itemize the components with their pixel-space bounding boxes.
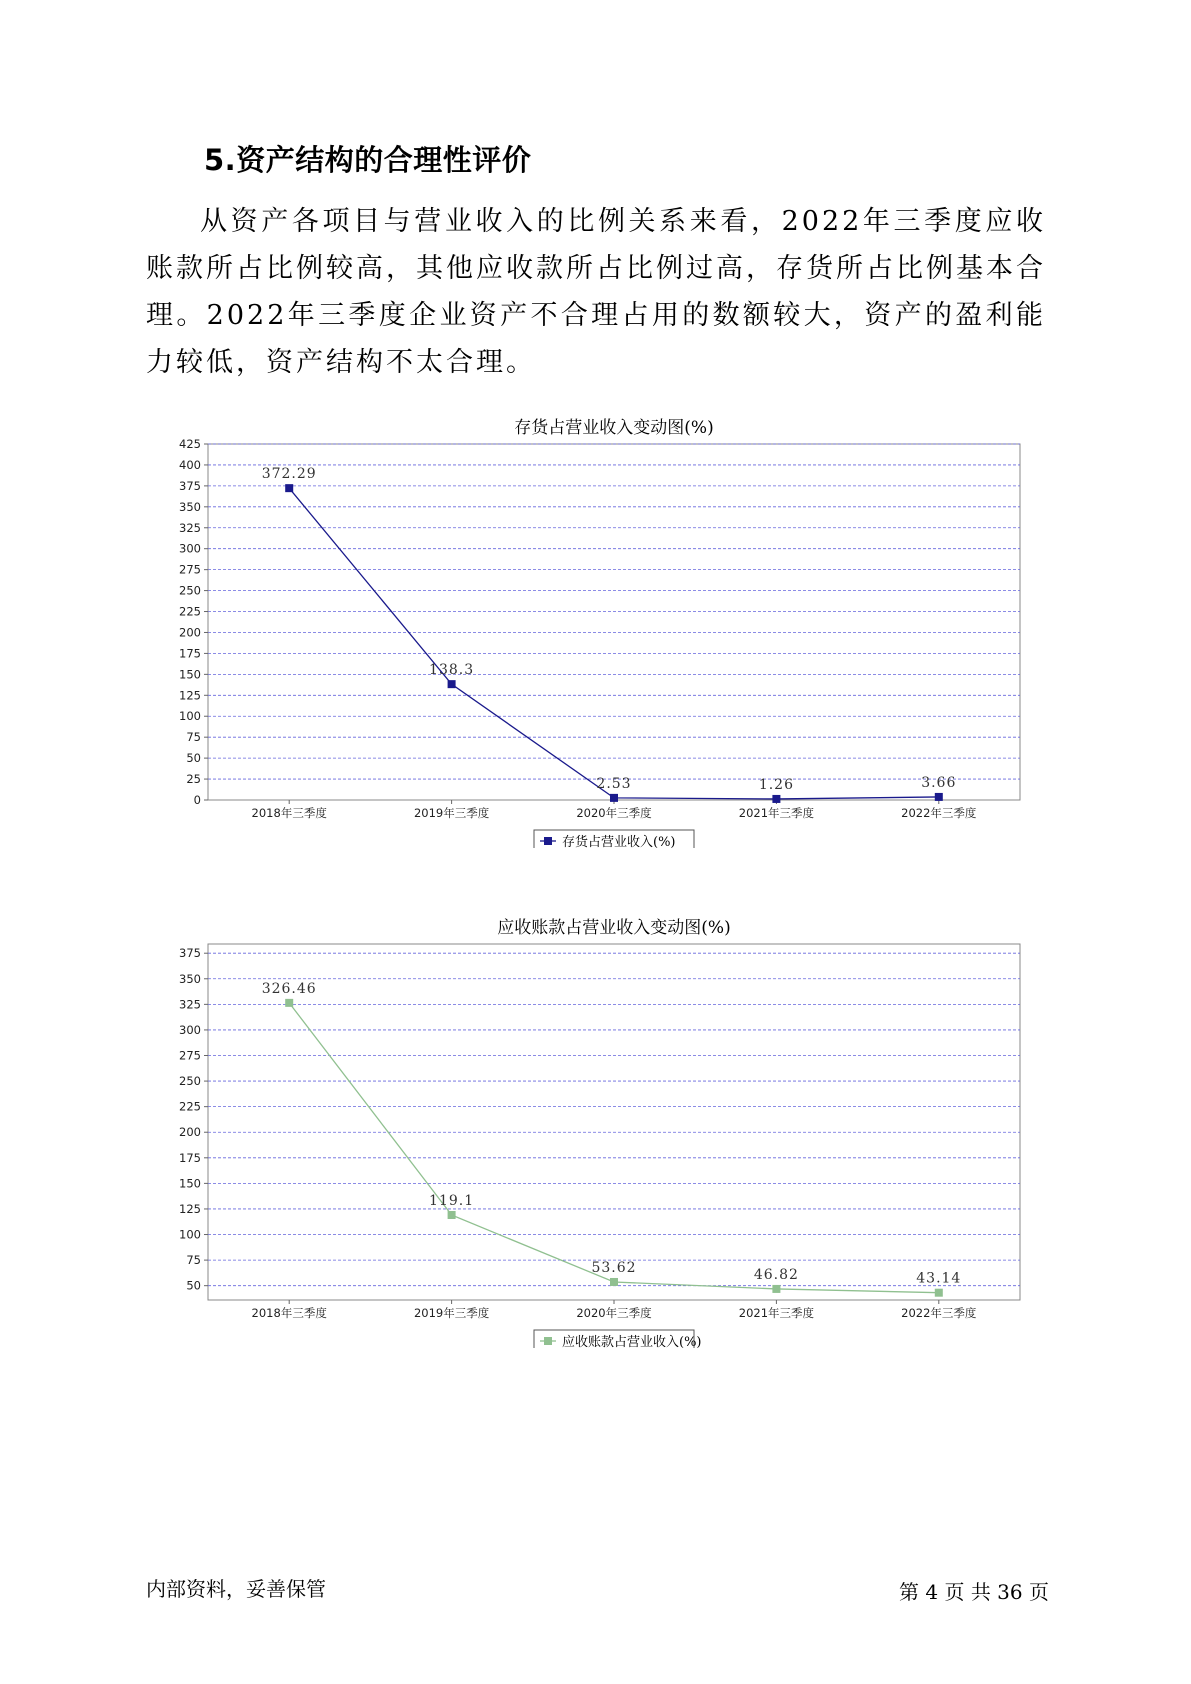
y-tick-label: 225 [179,1099,201,1114]
data-point [448,1211,456,1219]
data-point [448,680,456,688]
y-tick-label: 175 [179,646,201,661]
y-tick-label: 250 [179,583,201,598]
data-label: 46.82 [753,1266,799,1283]
plot-area [208,444,1020,800]
section-paragraph: 从资产各项目与营业收入的比例关系来看，2022年三季度应收账款所占比例较高，其他应收款所占比例过高，存货所占比例基本合理。2022年三季度企业资产不合理占用的数额较大，资产的盈利能力较低，资产结构不太合理。 [146,206,1046,378]
y-tick-label: 200 [179,1125,201,1140]
plot-area [208,944,1020,1300]
x-tick-label: 2022年三季度 [901,806,977,820]
y-tick-label: 350 [179,971,201,986]
y-tick-label: 250 [179,1074,201,1089]
y-tick-label: 125 [179,688,201,703]
y-tick-label: 225 [179,604,201,619]
data-label: 43.14 [916,1270,962,1287]
legend-swatch-marker [544,1337,552,1345]
y-tick-label: 375 [179,946,201,961]
y-tick-label: 425 [179,437,201,451]
y-tick-label: 50 [186,1278,201,1293]
x-tick-label: 2018年三季度 [251,1306,327,1320]
y-tick-label: 300 [179,1022,201,1037]
data-point [610,794,618,802]
y-tick-label: 300 [179,541,201,556]
data-label: 326.46 [261,980,317,997]
y-tick-label: 100 [179,1227,201,1242]
y-tick-label: 275 [179,1048,201,1063]
x-tick-label: 2021年三季度 [738,806,815,820]
chart-svg [150,908,1030,1348]
chart-svg [150,408,1030,848]
y-tick-label: 350 [179,499,201,514]
y-tick-label: 275 [179,562,201,577]
inventory-ratio-chart [150,408,1030,848]
x-tick-label: 2020年三季度 [576,806,652,820]
x-tick-label: 2021年三季度 [738,1306,815,1320]
y-tick-label: 125 [179,1201,201,1216]
data-point [285,484,293,492]
data-point [772,795,780,803]
chart-title: 存货占营业收入变动图(%) [514,418,714,438]
y-tick-label: 325 [179,997,201,1012]
y-tick-label: 400 [179,457,201,472]
y-tick-label: 200 [179,625,201,640]
x-tick-label: 2019年三季度 [413,806,490,820]
section-heading: 5.资产结构的合理性评价 [204,143,532,177]
data-label: 372.29 [261,466,317,483]
y-tick-label: 25 [186,772,201,787]
data-point [772,1285,780,1293]
y-tick-label: 175 [179,1150,201,1165]
y-tick-label: 75 [186,1253,201,1268]
footer-confidential-note: 内部资料，妥善保管 [146,1577,326,1601]
data-point [935,793,943,801]
y-tick-label: 75 [186,730,201,745]
legend-label: 存货占营业收入(%) [562,835,676,848]
data-point [935,1289,943,1297]
x-tick-label: 2018年三季度 [251,806,327,820]
data-point [285,999,293,1007]
x-tick-label: 2020年三季度 [576,1306,652,1320]
y-tick-label: 100 [179,709,201,724]
receivables-ratio-chart [150,908,1030,1348]
y-tick-label: 375 [179,478,201,493]
data-label: 3.66 [921,774,957,791]
y-tick-label: 50 [186,751,201,766]
x-tick-label: 2019年三季度 [413,1306,490,1320]
data-point [610,1278,618,1286]
footer-page-number: 第 4 页 共 36 页 [899,1580,1049,1604]
y-tick-label: 325 [179,520,201,535]
legend-label: 应收账款占营业收入(%) [562,1335,702,1348]
y-tick-label: 0 [193,793,201,807]
data-label: 53.62 [591,1259,637,1276]
y-tick-label: 150 [179,1176,201,1191]
chart-title: 应收账款占营业收入变动图(%) [497,918,731,938]
data-label: 1.26 [758,776,794,793]
y-tick-label: 150 [179,667,201,682]
legend-swatch-marker [544,837,552,845]
x-tick-label: 2022年三季度 [901,1306,977,1320]
data-label: 138.3 [429,662,475,679]
data-label: 119.1 [429,1192,475,1209]
data-label: 2.53 [596,775,632,792]
